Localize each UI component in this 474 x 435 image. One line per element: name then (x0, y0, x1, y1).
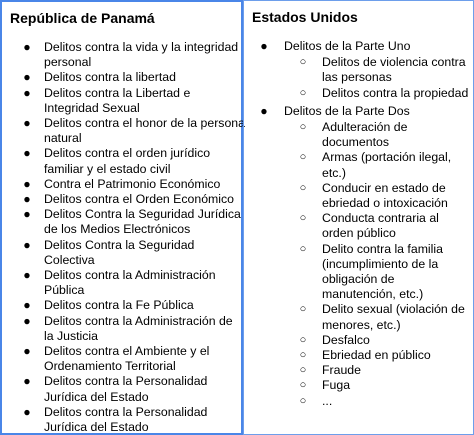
bullet-icon: ● (23, 85, 31, 100)
hollow-bullet-icon: ○ (299, 242, 307, 255)
bullet-icon: ● (23, 404, 31, 419)
hollow-bullet-icon: ○ (299, 333, 307, 346)
panama-crime-list (2, 40, 245, 435)
sub-list-item (244, 363, 474, 378)
sub-list-item (244, 333, 474, 348)
list-item-text: Delitos contra la libertad (44, 70, 176, 85)
list-item (2, 192, 245, 207)
list-item-text: Delitos contra el honor de la persona natural (44, 116, 245, 146)
sub-list-item (244, 55, 474, 85)
hollow-bullet-icon: ○ (299, 181, 307, 194)
group-item (244, 39, 474, 54)
bullet-icon: ● (260, 39, 268, 53)
hollow-bullet-icon: ○ (299, 212, 307, 225)
list-item (2, 116, 245, 146)
list-item-text: Delitos contra la Administración Pública (44, 268, 216, 298)
list-item (2, 70, 245, 85)
bullet-icon: ● (23, 313, 31, 328)
sub-list-item-text: ... (322, 393, 333, 408)
bullet-icon: ● (23, 192, 31, 207)
panama-header: República de Panamá (10, 10, 155, 26)
sub-list-item (244, 150, 474, 180)
sub-list-item (244, 348, 474, 363)
bullet-icon: ● (23, 70, 31, 85)
hollow-bullet-icon: ○ (299, 151, 307, 164)
list-item-text: Delitos contra el Orden Económico (44, 192, 235, 207)
sub-list-item-text: Fuga (322, 378, 351, 393)
list-item-text: Contra el Patrimonio Económico (44, 176, 221, 191)
bullet-icon: ● (23, 146, 31, 161)
group-label: Delitos de la Parte Uno (284, 39, 411, 53)
sub-list-item-text: Delito contra la familia (incumplimiento de la obligación de manutención, etc.) (322, 241, 443, 302)
bullet-icon: ● (23, 40, 31, 54)
sub-list-item (244, 394, 474, 409)
list-item-text: Delitos Contra la Seguridad Jurídica de los Medios Electrónicos (44, 207, 241, 237)
list-item (2, 207, 245, 237)
list-item (2, 40, 245, 70)
sub-list-item-text: Armas (portación ilegal, etc.) (322, 150, 452, 180)
sub-list-item-text: Desfalco (322, 332, 370, 347)
sub-list-item (244, 120, 474, 150)
sub-list-item-text: Delito sexual (violación de menores, etc.) (322, 302, 465, 332)
sub-list-item (244, 181, 474, 211)
sub-list-item (244, 302, 474, 332)
sub-list-item (244, 378, 474, 393)
list-item-text: Delitos contra la Personalidad Jurídica del Estado (44, 374, 208, 404)
bullet-icon: ● (23, 298, 31, 313)
hollow-bullet-icon: ○ (299, 379, 307, 392)
list-item (2, 268, 245, 298)
bullet-icon: ● (23, 207, 31, 222)
list-item-text: Delitos contra el Ambiente y el Ordenamiento Territorial (44, 344, 210, 374)
bullet-icon: ● (23, 116, 31, 131)
hollow-bullet-icon: ○ (299, 303, 307, 316)
list-item (2, 374, 245, 404)
usa-column (243, 0, 474, 435)
bullet-icon: ● (23, 374, 31, 389)
list-item (2, 146, 245, 176)
list-item (2, 344, 245, 374)
list-item (2, 238, 245, 268)
list-item-text: Delitos contra la vida y la integridad personal (44, 40, 239, 70)
list-item (2, 298, 245, 313)
sub-list-item-text: Conducta contraria al orden público (322, 211, 439, 241)
bullet-icon: ● (23, 176, 31, 191)
list-item-text: Delitos contra la Administración de la Justicia (44, 313, 233, 343)
sub-list (244, 55, 474, 101)
sub-list-item-text: Delitos de violencia contra las personas (322, 55, 466, 85)
sub-list-item-text: Delitos contra la propiedad (322, 85, 469, 100)
sub-list-item-text: Fraude (322, 363, 361, 378)
bullet-icon: ● (23, 344, 31, 359)
sub-list-item (244, 86, 474, 101)
list-item-text: Delitos contra la Fe Pública (44, 298, 194, 313)
list-item-text: Delitos Contra la Seguridad Colectiva (44, 237, 195, 267)
list-item-text: Delitos contra la Libertad e Integridad Sexual (44, 85, 191, 115)
hollow-bullet-icon: ○ (299, 56, 307, 69)
hollow-bullet-icon: ○ (299, 349, 307, 362)
usa-header: Estados Unidos (252, 9, 358, 25)
list-item-text: Delitos contra la Personalidad Jurídica del Estado (44, 404, 208, 435)
list-item (2, 86, 245, 116)
sub-list-item-text: Adulteración de documentos (322, 120, 408, 150)
bullet-icon: ● (260, 103, 268, 118)
usa-crime-list (244, 39, 474, 409)
hollow-bullet-icon: ○ (299, 121, 307, 134)
hollow-bullet-icon: ○ (299, 364, 307, 377)
hollow-bullet-icon: ○ (299, 394, 307, 407)
list-item (2, 405, 245, 435)
sub-list (244, 120, 474, 409)
sub-list-item-text: Ebriedad en público (322, 348, 431, 363)
hollow-bullet-icon: ○ (299, 86, 307, 99)
sub-list-item (244, 211, 474, 241)
list-item (2, 177, 245, 192)
list-item-text: Delitos contra el orden jurídico familiar y el estado civil (44, 146, 211, 176)
bullet-icon: ● (23, 237, 31, 252)
group-item (244, 104, 474, 119)
sub-list-item-text: Conducir en estado de ebriedad o intoxicación (322, 180, 448, 211)
list-item (2, 314, 245, 344)
bullet-icon: ● (23, 268, 31, 283)
group-label: Delitos de la Parte Dos (284, 103, 410, 118)
sub-list-item (244, 242, 474, 303)
